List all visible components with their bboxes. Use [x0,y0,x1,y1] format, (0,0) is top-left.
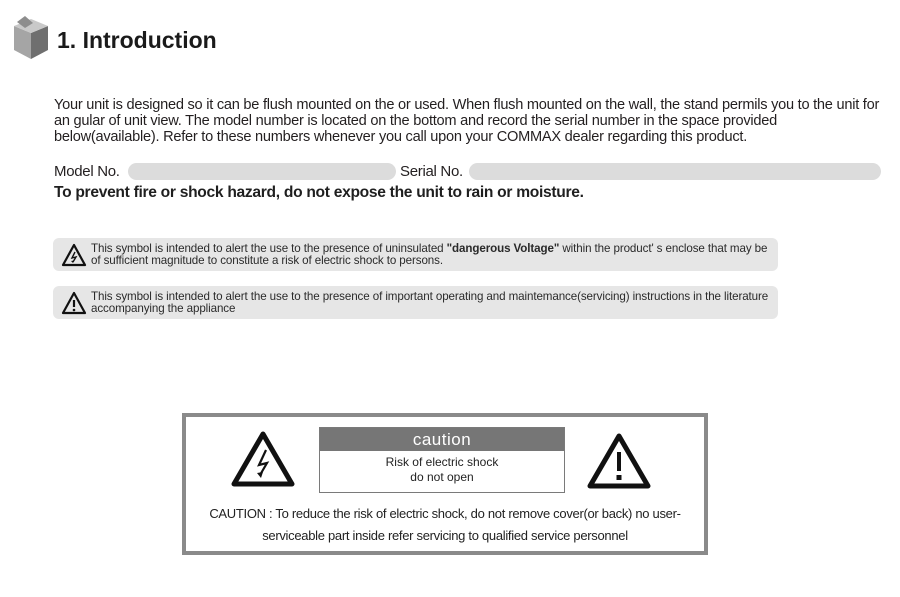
model-no-label: Model No. [54,163,120,180]
page-title: 1. Introduction [57,26,217,53]
exclamation-warning-icon [586,432,652,490]
serial-no-field[interactable] [469,163,881,180]
maintenance-notice-text: This symbol is intended to alert the use to the presence of important operating and maintemance(servicing) instructions in the literature accompanying the appliance [91,289,769,315]
voltage-notice-text: This symbol is intended to alert the use to the presence of uninsulated "dangerous Voltage" within the product' s enclose that may be of sufficient magnitude to constitute a risk of electric shock to persons. [91,241,768,267]
intro-paragraph: Your unit is designed so it can be flush mounted on the or used. When flush mounted on the wall, the stand permils you to the unit for an gular of unit view. The model number is located on the bottom and record the serial number in the space provided below(available). Refer to these numbers whenever you call upon your COMMAX dealer regarding this product. [54,97,880,145]
caution-text: CAUTION : To reduce the risk of electric shock, do not remove cover(or back) no user-serviceable part inside refer servicing to qualified service personnel [209,506,681,543]
caution-panel-body [320,451,564,485]
hazard-warning: To prevent fire or shock hazard, do not expose the unit to rain or moisture. [54,184,584,201]
id-fields [54,162,884,182]
box-icon [12,15,50,61]
maintenance-notice [53,286,778,319]
caution-panel [319,427,565,493]
lightning-warning-icon [230,430,296,488]
caution-line-2: do not open [410,470,474,484]
exclamation-warning-icon [61,291,87,315]
lightning-warning-icon [61,243,87,267]
caution-header: caution [320,428,564,451]
section-header [12,14,217,62]
caution-box [182,413,708,555]
caution-line-1: Risk of electric shock [385,455,499,469]
serial-no-label: Serial No. [400,163,463,180]
voltage-notice [53,238,778,271]
model-no-field[interactable] [128,163,396,180]
dangerous-voltage-text: "dangerous Voltage" [446,241,560,255]
